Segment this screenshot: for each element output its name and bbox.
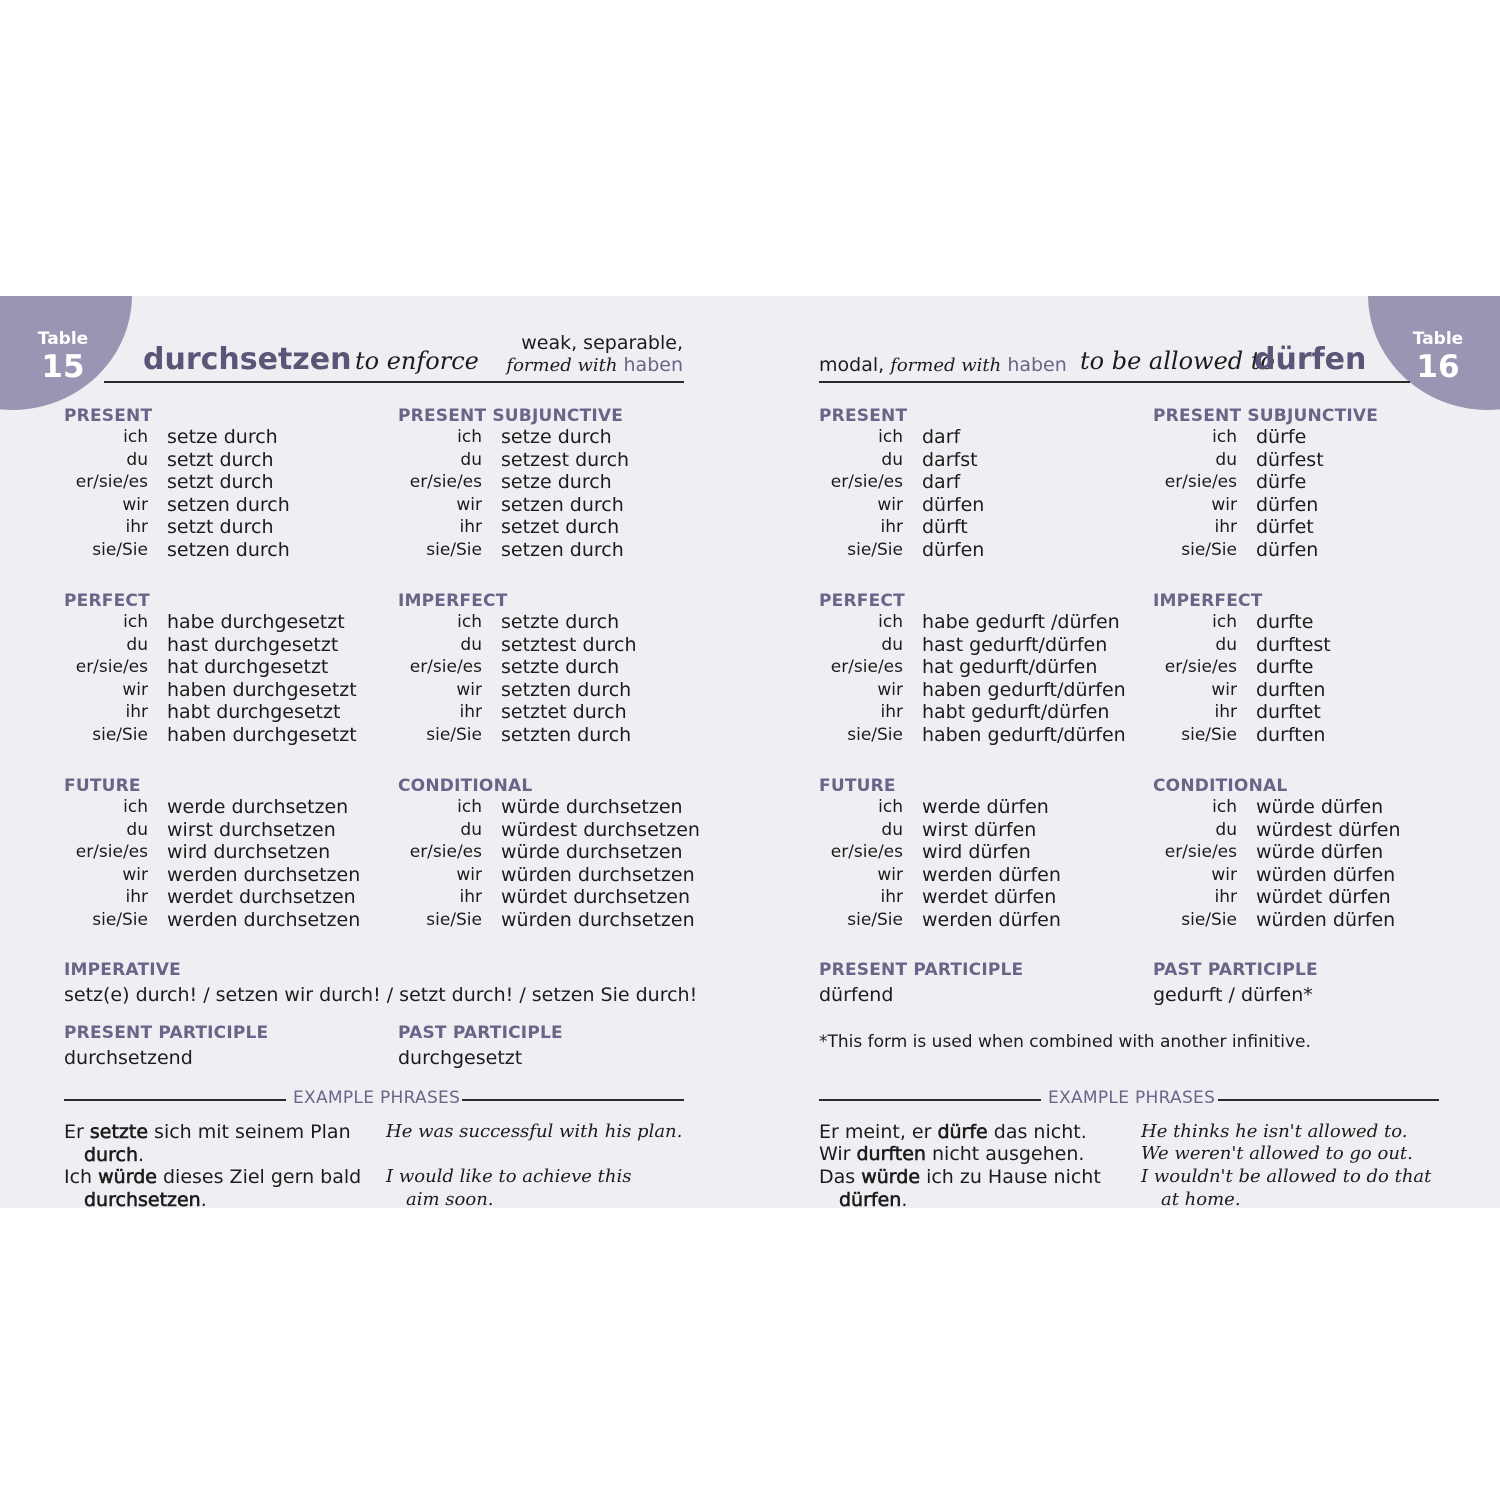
conjugation-row (64, 449, 384, 472)
conjugation-row (819, 909, 1139, 932)
conjugation-row (64, 724, 384, 747)
pronoun: sie/Sie (1181, 909, 1237, 930)
verb-form: werdet durchsetzen (167, 886, 356, 908)
pronoun: ich (123, 612, 148, 632)
pronoun: ihr (125, 517, 148, 537)
conjugation-row (819, 864, 1139, 887)
pronoun: wir (1211, 679, 1237, 700)
pronoun: ihr (125, 887, 148, 907)
section-title: IMPERFECT (398, 591, 508, 611)
tab-label: Table (37, 329, 89, 349)
pronoun: ihr (459, 517, 482, 537)
footnote: *This form is used when combined with another infinitive. (819, 1032, 1311, 1052)
conditional-section (1153, 776, 1473, 931)
pronoun: wir (122, 494, 148, 515)
conjugation-row (64, 909, 384, 932)
pronoun: du (1215, 449, 1237, 470)
pronoun: ich (878, 612, 903, 632)
pronoun: ich (878, 427, 903, 447)
conjugation-row (398, 864, 718, 887)
conjugation-row (64, 679, 384, 702)
example-de-2: Ich würde dieses Ziel gern bald durchsetzen. (64, 1166, 362, 1208)
pronoun: sie/Sie (1181, 724, 1237, 745)
verb-form: setzt durch (167, 471, 274, 493)
pronoun: ihr (459, 887, 482, 907)
conjugation-row (819, 539, 1139, 562)
present-subjunctive-section (398, 406, 718, 561)
pronoun: ihr (880, 702, 903, 722)
conjugation-row (398, 796, 718, 819)
verb-form: durften (1256, 678, 1326, 701)
verb-form: werden dürfen (922, 863, 1061, 886)
pronoun: er/sie/es (409, 657, 482, 677)
verb-form: setzt durch (167, 448, 274, 471)
verb-form: dürfet (1256, 516, 1314, 538)
conjugation-row (1153, 724, 1473, 747)
pronoun: wir (122, 864, 148, 885)
pronoun: er/sie/es (830, 472, 903, 492)
conjugation-row (64, 886, 384, 909)
verb-form: habe gedurft /dürfen (922, 611, 1120, 633)
conjugation-row (64, 494, 384, 517)
pronoun: du (460, 449, 482, 470)
pronoun: wir (456, 679, 482, 700)
section-title: PRESENT (64, 406, 153, 426)
pronoun: ihr (1214, 702, 1237, 722)
verb-form: werden durchsetzen (167, 863, 361, 886)
conjugation-row (819, 819, 1139, 842)
pronoun: ihr (1214, 887, 1237, 907)
section-title: PRESENT SUBJUNCTIVE (398, 406, 624, 426)
conjugation-row (398, 539, 718, 562)
future-section (64, 776, 384, 931)
conjugation-row (1153, 864, 1473, 887)
verb-form: habt durchgesetzt (167, 701, 341, 723)
page-right (750, 296, 1500, 1208)
verb-form: dürfen (922, 493, 985, 516)
examples-title: EXAMPLE PHRASES (293, 1088, 461, 1108)
pronoun: ich (1212, 612, 1237, 632)
verb-form: setzen durch (167, 493, 290, 516)
section-title: FUTURE (819, 776, 896, 796)
pronoun: wir (456, 494, 482, 515)
pronoun: du (881, 449, 903, 470)
verb-form: haben durchgesetzt (167, 678, 357, 701)
pronoun: ich (457, 612, 482, 632)
conjugation-row (398, 516, 718, 539)
conjugation-row (1153, 909, 1473, 932)
conjugation-row (1153, 539, 1473, 562)
pronoun: ich (457, 797, 482, 817)
present-participle-section: PRESENT PARTICIPLE durchsetzend (64, 1023, 269, 1069)
pronoun: ihr (459, 702, 482, 722)
pronoun: sie/Sie (426, 909, 482, 930)
pronoun: du (460, 634, 482, 655)
conjugation-row (819, 449, 1139, 472)
pronoun: ich (123, 797, 148, 817)
verb-form: würdest durchsetzen (501, 818, 700, 841)
conjugation-row (64, 471, 384, 494)
pronoun: wir (877, 679, 903, 700)
pronoun: du (1215, 634, 1237, 655)
verb-form: hat durchgesetzt (167, 656, 329, 678)
pronoun: wir (456, 864, 482, 885)
verb-type: modal, formed with haben (819, 354, 1067, 376)
verb-form: setzten durch (501, 723, 632, 746)
verb-form: setzen durch (501, 538, 624, 561)
conjugation-row (398, 426, 718, 449)
conjugation-row (398, 634, 718, 657)
verb-title: dürfen (1254, 342, 1367, 377)
pronoun: ihr (880, 887, 903, 907)
verb-form: setztest durch (501, 633, 637, 656)
header-rule (104, 381, 684, 383)
past-participle-section: PAST PARTICIPLE durchgesetzt (398, 1023, 563, 1069)
conjugation-row (1153, 701, 1473, 724)
verb-form: wird dürfen (922, 841, 1031, 863)
verb-form: dürfen (922, 538, 985, 561)
pronoun: er/sie/es (75, 472, 148, 492)
verb-form: würden durchsetzen (501, 863, 695, 886)
verb-form: würde dürfen (1256, 841, 1384, 863)
conjugation-row (819, 724, 1139, 747)
pronoun: sie/Sie (92, 724, 148, 745)
examples-rule-right (462, 1099, 684, 1101)
verb-form: setze durch (501, 471, 612, 493)
examples-title: EXAMPLE PHRASES (1048, 1088, 1216, 1108)
pronoun: er/sie/es (75, 842, 148, 862)
pronoun: er/sie/es (75, 657, 148, 677)
verb-form: würde durchsetzen (501, 841, 683, 863)
verb-form: würden dürfen (1256, 908, 1396, 931)
pronoun: ich (457, 427, 482, 447)
verb-form: durften (1256, 723, 1326, 746)
pronoun: ich (1212, 427, 1237, 447)
conjugation-row (1153, 796, 1473, 819)
pronoun: du (126, 449, 148, 470)
verb-form: setzet durch (501, 516, 620, 538)
pronoun: wir (122, 679, 148, 700)
pronoun: sie/Sie (847, 909, 903, 930)
pronoun: du (126, 819, 148, 840)
pronoun: sie/Sie (92, 909, 148, 930)
section-title: PERFECT (64, 591, 150, 611)
verb-form: setze durch (501, 426, 612, 448)
conjugation-row (1153, 819, 1473, 842)
pronoun: wir (1211, 494, 1237, 515)
pronoun: sie/Sie (1181, 539, 1237, 560)
page-left (0, 296, 750, 1208)
verb-form: setzten durch (501, 678, 632, 701)
verb-form: setze durch (167, 426, 278, 448)
section-title: FUTURE (64, 776, 141, 796)
verb-form: haben gedurft/dürfen (922, 723, 1126, 746)
verb-form: dürfen (1256, 493, 1319, 516)
verb-meaning: to be allowed to (1080, 347, 1275, 375)
example-en-3: I wouldn't be allowed to do that at home. (1141, 1166, 1432, 1208)
pronoun: wir (1211, 864, 1237, 885)
conjugation-row (819, 516, 1139, 539)
header-rule (819, 381, 1410, 383)
pronoun: ich (878, 797, 903, 817)
future-section (819, 776, 1139, 931)
conjugation-row (819, 656, 1139, 679)
section-title: CONDITIONAL (1153, 776, 1288, 796)
conjugation-row (64, 701, 384, 724)
verb-form: würden durchsetzen (501, 908, 695, 931)
verb-form: darfst (922, 448, 978, 471)
verb-form: setzen durch (167, 538, 290, 561)
conjugation-row (819, 679, 1139, 702)
conjugation-row (64, 426, 384, 449)
example-en-2: We weren't allowed to go out. (1141, 1143, 1413, 1164)
imperative-value: setz(e) durch! / setzen wir durch! / setzt durch! / setzen Sie durch! (64, 984, 698, 1006)
conjugation-row (398, 886, 718, 909)
conjugation-row (1153, 886, 1473, 909)
conjugation-row (398, 909, 718, 932)
pronoun: sie/Sie (426, 724, 482, 745)
verb-form: wirst dürfen (922, 818, 1037, 841)
conjugation-row (819, 634, 1139, 657)
verb-meaning: to enforce (355, 347, 479, 375)
conjugation-row (398, 679, 718, 702)
examples-rule-left (64, 1099, 286, 1101)
verb-form: habe durchgesetzt (167, 611, 345, 633)
tab-number: 16 (1416, 349, 1460, 385)
verb-form: durfte (1256, 656, 1314, 678)
example-de-1: Er meint, er dürfe das nicht. (819, 1121, 1087, 1143)
verb-form: würdest dürfen (1256, 818, 1401, 841)
verb-form: darf (922, 471, 961, 493)
conjugation-row (64, 819, 384, 842)
conjugation-row (1153, 841, 1473, 864)
conjugation-row (64, 656, 384, 679)
verb-form: würde durchsetzen (501, 796, 683, 818)
verb-form: würdet dürfen (1256, 886, 1391, 908)
verb-form: habt gedurft/dürfen (922, 701, 1110, 723)
verb-type: weak, separable, formed with haben (506, 332, 683, 376)
conjugation-row (398, 494, 718, 517)
conjugation-row (1153, 494, 1473, 517)
conjugation-row (1153, 611, 1473, 634)
pronoun: wir (877, 494, 903, 515)
verb-form: dürfest (1256, 448, 1324, 471)
imperfect-section (1153, 591, 1473, 746)
pronoun: sie/Sie (426, 539, 482, 560)
verb-form: würdet durchsetzen (501, 886, 691, 908)
present-participle-section: PRESENT PARTICIPLE dürfend (819, 960, 1024, 1006)
example-de-1: Er setzte sich mit seinem Plan durch. (64, 1121, 351, 1166)
pronoun: er/sie/es (409, 842, 482, 862)
section-title: PRESENT (819, 406, 908, 426)
example-de-3: Das würde ich zu Hause nicht dürfen. (819, 1166, 1101, 1208)
verb-form: hat gedurft/dürfen (922, 656, 1098, 678)
verb-form: setzen durch (501, 493, 624, 516)
conjugation-row (64, 611, 384, 634)
pronoun: ich (1212, 797, 1237, 817)
pronoun: du (881, 819, 903, 840)
example-en-2: I would like to achieve this aim soon. (386, 1166, 632, 1208)
verb-form: wird durchsetzen (167, 841, 331, 863)
tab-number: 15 (41, 349, 85, 385)
conjugation-row (819, 701, 1139, 724)
pronoun: er/sie/es (409, 472, 482, 492)
verb-form: hast gedurft/dürfen (922, 633, 1108, 656)
conjugation-row (64, 796, 384, 819)
pronoun: er/sie/es (1164, 657, 1237, 677)
conjugation-row (1153, 679, 1473, 702)
verb-form: dürfen (1256, 538, 1319, 561)
verb-form: wirst durchsetzen (167, 818, 336, 841)
verb-form: würde dürfen (1256, 796, 1384, 818)
conjugation-row (398, 471, 718, 494)
perfect-section (819, 591, 1139, 746)
conditional-section (398, 776, 718, 931)
conjugation-row (1153, 634, 1473, 657)
example-en-1: He was successful with his plan. (386, 1121, 683, 1142)
conjugation-row (64, 634, 384, 657)
verb-form: setzte durch (501, 611, 620, 633)
verb-form: hast durchgesetzt (167, 633, 339, 656)
examples-rule-left (819, 1099, 1041, 1101)
verb-form: werde durchsetzen (167, 796, 349, 818)
verb-form: werdet dürfen (922, 886, 1057, 908)
past-participle-section: PAST PARTICIPLE gedurft / dürfen* (1153, 960, 1318, 1006)
conjugation-row (398, 656, 718, 679)
conjugation-row (1153, 449, 1473, 472)
conjugation-row (1153, 426, 1473, 449)
examples-rule-right (1218, 1099, 1439, 1101)
pronoun: er/sie/es (1164, 472, 1237, 492)
pronoun: er/sie/es (1164, 842, 1237, 862)
example-en-1: He thinks he isn't allowed to. (1141, 1121, 1408, 1142)
pronoun: ihr (125, 702, 148, 722)
verb-form: setzte durch (501, 656, 620, 678)
verb-form: setztet durch (501, 701, 627, 723)
verb-form: haben gedurft/dürfen (922, 678, 1126, 701)
conjugation-row (819, 796, 1139, 819)
pronoun: du (126, 634, 148, 655)
verb-form: werden dürfen (922, 908, 1061, 931)
conjugation-row (398, 819, 718, 842)
conjugation-row (398, 724, 718, 747)
pronoun: du (460, 819, 482, 840)
conjugation-row (1153, 516, 1473, 539)
conjugation-row (398, 701, 718, 724)
conjugation-row (398, 449, 718, 472)
present-subjunctive-section (1153, 406, 1473, 561)
tab-label: Table (1412, 329, 1464, 349)
pronoun: ich (123, 427, 148, 447)
pronoun: er/sie/es (830, 842, 903, 862)
pronoun: du (1215, 819, 1237, 840)
conjugation-row (64, 841, 384, 864)
verb-form: dürfe (1256, 426, 1307, 448)
verb-form: dürfe (1256, 471, 1307, 493)
section-title: CONDITIONAL (398, 776, 533, 796)
verb-form: werden durchsetzen (167, 908, 361, 931)
present-section (64, 406, 384, 561)
conjugation-row (819, 494, 1139, 517)
book-spread (0, 296, 1500, 1208)
pronoun: sie/Sie (847, 539, 903, 560)
conjugation-row (64, 516, 384, 539)
pronoun: sie/Sie (847, 724, 903, 745)
perfect-section (64, 591, 384, 746)
verb-form: setzest durch (501, 448, 630, 471)
pronoun: du (881, 634, 903, 655)
conjugation-row (819, 611, 1139, 634)
present-section (819, 406, 1139, 561)
verb-form: durftet (1256, 701, 1321, 723)
conjugation-row (819, 886, 1139, 909)
pronoun: ihr (1214, 517, 1237, 537)
conjugation-row (398, 611, 718, 634)
conjugation-row (64, 864, 384, 887)
example-de-2: Wir durften nicht ausgehen. (819, 1143, 1085, 1165)
section-title: PERFECT (819, 591, 905, 611)
verb-title: durchsetzen (143, 342, 352, 377)
section-title: IMPERFECT (1153, 591, 1263, 611)
verb-form: werde dürfen (922, 796, 1049, 818)
verb-form: haben durchgesetzt (167, 723, 357, 746)
verb-form: darf (922, 426, 961, 448)
conjugation-row (1153, 656, 1473, 679)
verb-form: durfte (1256, 611, 1314, 633)
pronoun: wir (877, 864, 903, 885)
imperative-section: IMPERATIVE setz(e) durch! / setzen wir durch! / setzt durch! / setzen Sie durch! (64, 960, 704, 1007)
conjugation-row (819, 841, 1139, 864)
imperfect-section (398, 591, 718, 746)
verb-form: durftest (1256, 633, 1331, 656)
conjugation-row (1153, 471, 1473, 494)
section-title: PRESENT SUBJUNCTIVE (1153, 406, 1379, 426)
conjugation-row (819, 471, 1139, 494)
conjugation-row (64, 539, 384, 562)
pronoun: ihr (880, 517, 903, 537)
conjugation-row (398, 841, 718, 864)
verb-form: würden dürfen (1256, 863, 1396, 886)
verb-form: setzt durch (167, 516, 274, 538)
conjugation-row (819, 426, 1139, 449)
verb-form: dürft (922, 516, 968, 538)
pronoun: er/sie/es (830, 657, 903, 677)
pronoun: sie/Sie (92, 539, 148, 560)
